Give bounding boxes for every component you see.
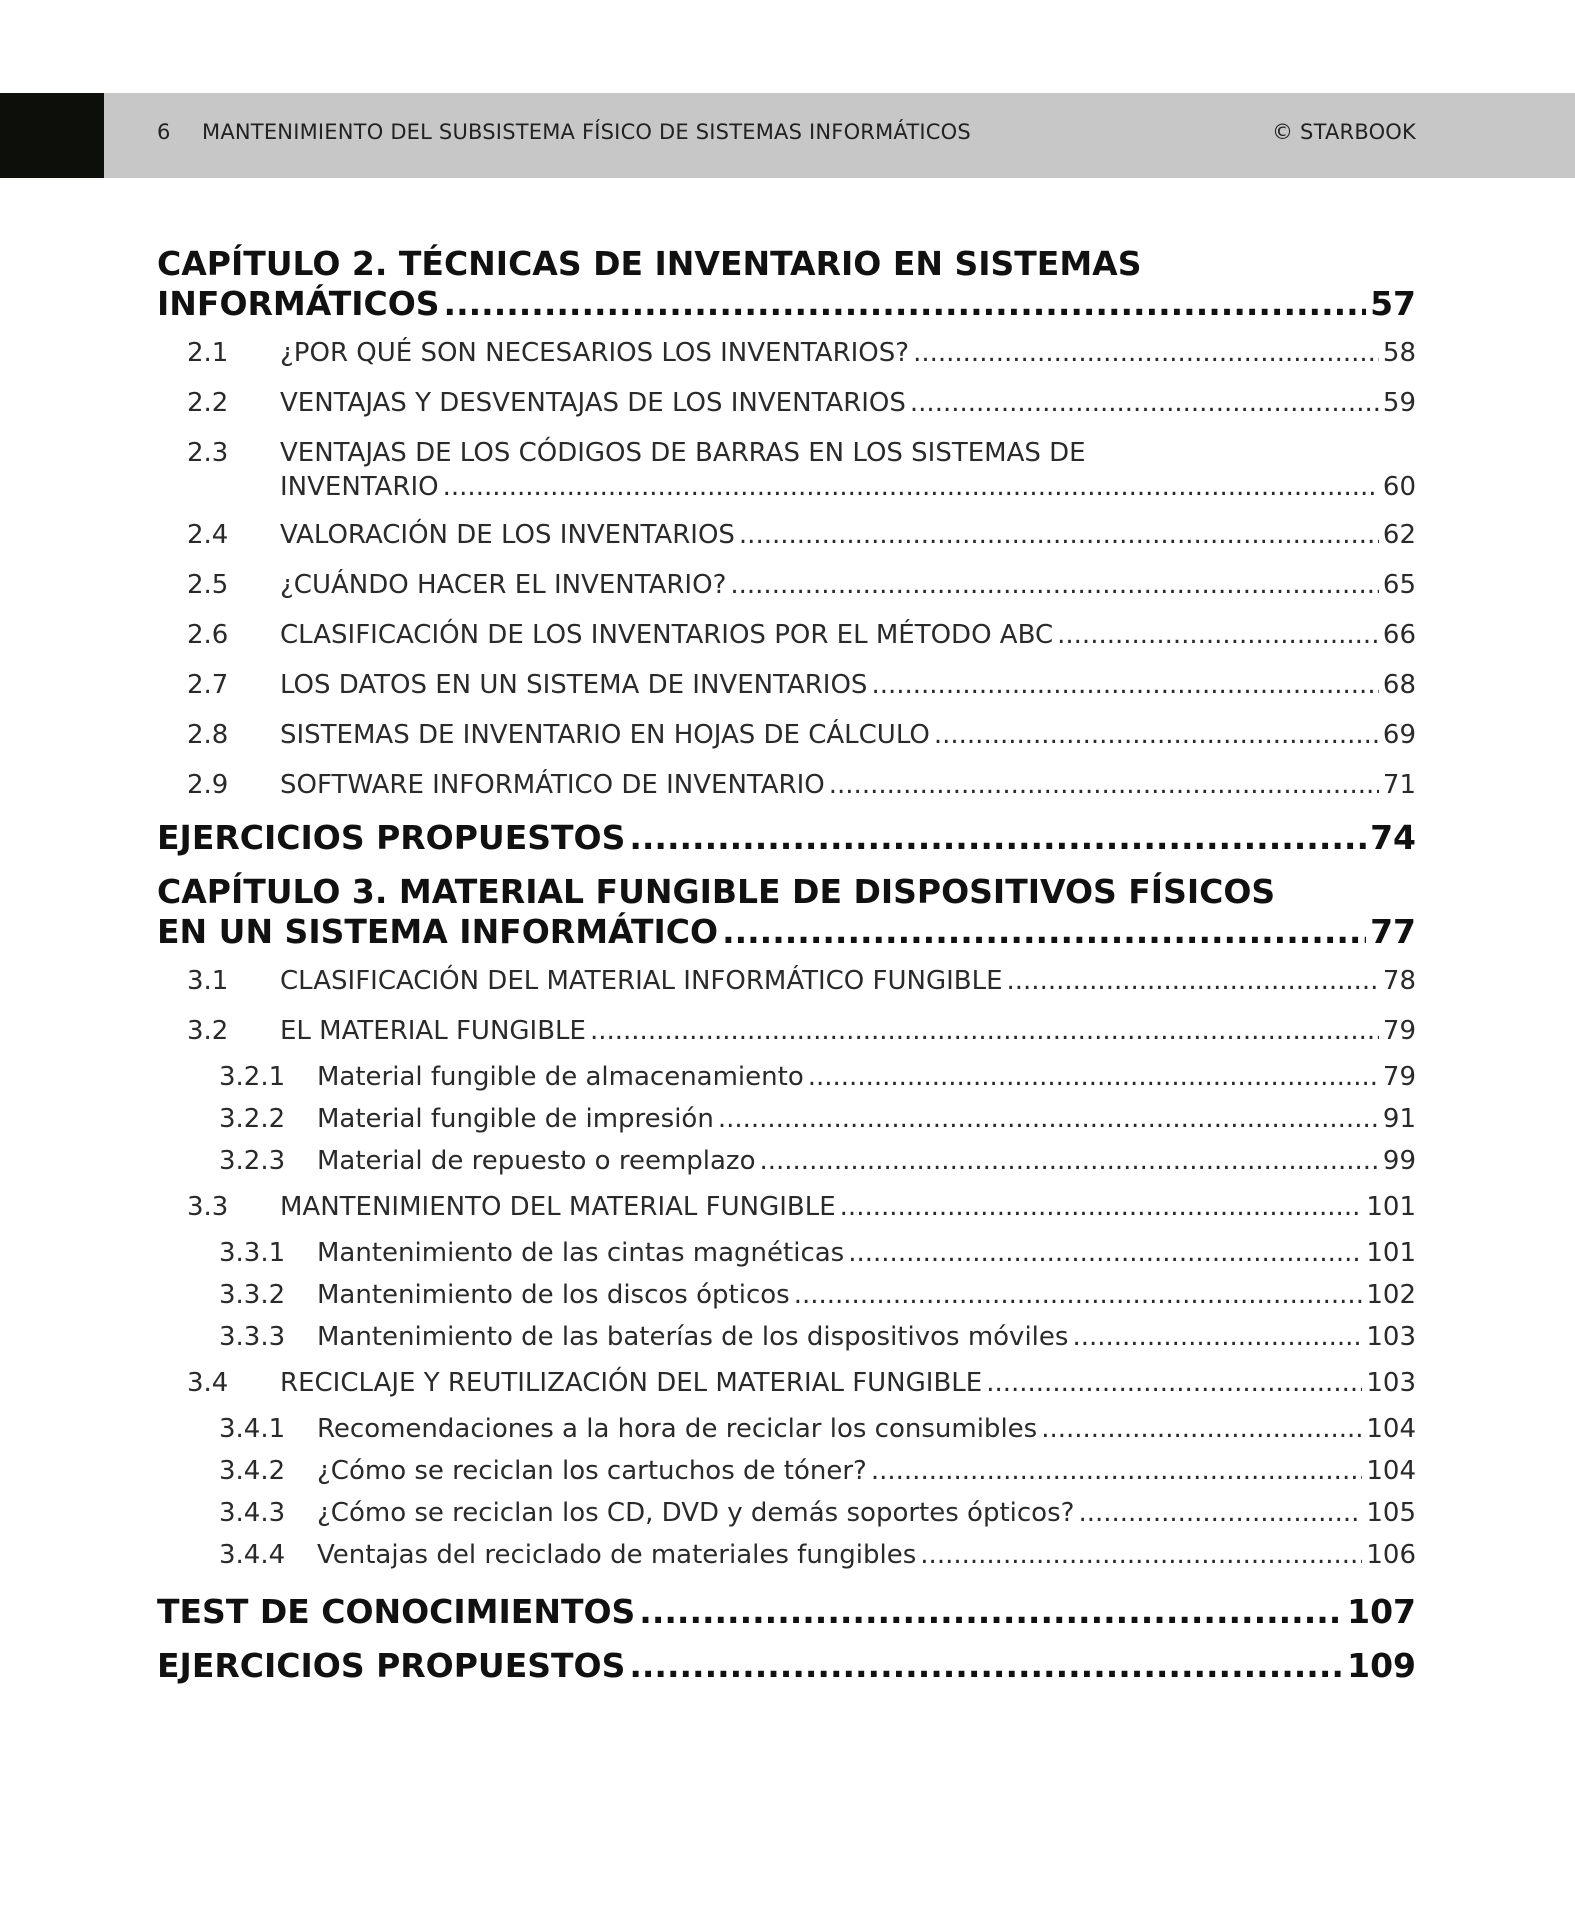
section-page: 103: [1366, 1368, 1416, 1398]
subsection-number: 3.3.3: [219, 1322, 286, 1352]
ejercicios-propuestos-heading-2[interactable]: [157, 1646, 1416, 1686]
test-conocimientos-heading[interactable]: [157, 1592, 1416, 1632]
chapter-2-title-line2: INFORMÁTICOS: [157, 284, 440, 323]
chapter-3-title-line2: EN UN SISTEMA INFORMÁTICO: [157, 912, 719, 951]
section-title-line2: INVENTARIO: [280, 472, 439, 502]
header-black-tab: [0, 93, 104, 178]
dot-leader: [444, 284, 1367, 324]
chapter-3-page: 77: [1370, 912, 1416, 951]
subsection-page: 101: [1366, 1238, 1416, 1268]
toc-entry-3-4-2[interactable]: [157, 1450, 1416, 1492]
subsection-number: 3.3.1: [219, 1238, 286, 1268]
section-title: SISTEMAS DE INVENTARIO EN HOJAS DE CÁLCULO: [280, 720, 930, 750]
ejercicios-title: EJERCICIOS PROPUESTOS: [157, 818, 626, 857]
dot-leader: [730, 560, 1379, 610]
section-page: 68: [1382, 670, 1416, 700]
subsection-page: 103: [1366, 1322, 1416, 1352]
test-page: 107: [1347, 1592, 1416, 1631]
section-page: 69: [1382, 720, 1416, 750]
toc-entry-3-1[interactable]: [157, 956, 1416, 1006]
header-publisher: © STARBOOK: [1271, 120, 1416, 144]
ejercicios-page: 74: [1370, 818, 1416, 857]
subsection-title: Material de repuesto o reemplazo: [317, 1146, 756, 1176]
subsection-page: 79: [1382, 1062, 1416, 1092]
subsection-page: 106: [1366, 1540, 1416, 1570]
section-number: 2.2: [187, 388, 229, 418]
chapter-2-heading[interactable]: [157, 244, 1416, 324]
section-page: 71: [1382, 770, 1416, 800]
toc-entry-2-4[interactable]: [157, 510, 1416, 560]
toc-entry-2-7[interactable]: [157, 660, 1416, 710]
toc-entry-2-6[interactable]: [157, 610, 1416, 660]
subsection-number: 3.2.3: [219, 1146, 286, 1176]
dot-leader: [913, 328, 1379, 378]
toc-entry-3-4-4[interactable]: [157, 1534, 1416, 1576]
running-header: [0, 93, 1575, 178]
subsection-title: Mantenimiento de las cintas magnéticas: [317, 1238, 845, 1268]
toc-entry-2-2[interactable]: [157, 378, 1416, 428]
dot-leader: [590, 1006, 1379, 1056]
subsection-title: ¿Cómo se reciclan los CD, DVD y demás soportes ópticos?: [317, 1498, 1075, 1528]
subsection-number: 3.4.2: [219, 1456, 286, 1486]
section-page: 79: [1382, 1016, 1416, 1046]
section-number: 3.3: [187, 1192, 229, 1222]
section-title: ¿CUÁNDO HACER EL INVENTARIO?: [280, 570, 727, 600]
dot-leader: [759, 1140, 1378, 1182]
toc-entry-3-2-3[interactable]: [157, 1140, 1416, 1182]
dot-leader: [808, 1056, 1379, 1098]
section-number: 3.1: [187, 966, 229, 996]
section-number: 2.5: [187, 570, 229, 600]
section-number: 2.9: [187, 770, 229, 800]
subsection-title: Recomendaciones a la hora de reciclar los consumibles: [317, 1414, 1038, 1444]
table-of-contents: [157, 244, 1416, 1700]
dot-leader: [443, 470, 1379, 504]
toc-entry-2-1[interactable]: [157, 328, 1416, 378]
section-page: 78: [1382, 966, 1416, 996]
dot-leader: [629, 1646, 1343, 1686]
subsection-title: Material fungible de almacenamiento: [317, 1062, 804, 1092]
section-title-line1: VENTAJAS DE LOS CÓDIGOS DE BARRAS EN LOS SISTEMAS DE: [280, 438, 1086, 468]
section-title: CLASIFICACIÓN DE LOS INVENTARIOS POR EL MÉTODO ABC: [280, 620, 1054, 650]
toc-entry-3-2[interactable]: [157, 1006, 1416, 1056]
subsection-number: 3.4.4: [219, 1540, 286, 1570]
toc-entry-3-4[interactable]: [157, 1358, 1416, 1408]
section-title: VALORACIÓN DE LOS INVENTARIOS: [280, 520, 735, 550]
section-title: SOFTWARE INFORMÁTICO DE INVENTARIO: [280, 770, 825, 800]
section-page: 58: [1382, 338, 1416, 368]
subsection-title: Mantenimiento de las baterías de los dispositivos móviles: [317, 1322, 1069, 1352]
subsection-number: 3.2.1: [219, 1062, 286, 1092]
section-number: 2.6: [187, 620, 229, 650]
section-page: 60: [1382, 472, 1416, 502]
subsection-number: 3.4.1: [219, 1414, 286, 1444]
ejercicios-propuestos-heading-1[interactable]: [157, 818, 1416, 858]
toc-entry-3-3-3[interactable]: [157, 1316, 1416, 1358]
section-title: VENTAJAS Y DESVENTAJAS DE LOS INVENTARIOS: [280, 388, 906, 418]
section-number: 3.4: [187, 1368, 229, 1398]
ejercicios-page: 109: [1347, 1646, 1416, 1685]
section-title: ¿POR QUÉ SON NECESARIOS LOS INVENTARIOS?: [280, 338, 910, 368]
subsection-page: 104: [1366, 1456, 1416, 1486]
section-title: EL MATERIAL FUNGIBLE: [280, 1016, 586, 1046]
chapter-2-title-line1: CAPÍTULO 2. TÉCNICAS DE INVENTARIO EN SISTEMAS: [157, 244, 1142, 283]
dot-leader: [840, 1182, 1363, 1232]
section-page: 65: [1382, 570, 1416, 600]
subsection-title: Ventajas del reciclado de materiales fungibles: [317, 1540, 917, 1570]
section-number: 2.7: [187, 670, 229, 700]
section-number: 2.8: [187, 720, 229, 750]
dot-leader: [629, 818, 1366, 858]
section-page: 66: [1382, 620, 1416, 650]
dot-leader: [1057, 610, 1379, 660]
chapter-3-title-line1: CAPÍTULO 3. MATERIAL FUNGIBLE DE DISPOSITIVOS FÍSICOS: [157, 872, 1276, 911]
toc-entry-3-3[interactable]: [157, 1182, 1416, 1232]
toc-entry-2-9[interactable]: [157, 760, 1416, 810]
dot-leader: [910, 378, 1379, 428]
toc-entry-3-3-1[interactable]: [157, 1232, 1416, 1274]
dot-leader: [739, 510, 1379, 560]
toc-entry-3-2-2[interactable]: [157, 1098, 1416, 1140]
subsection-page: 102: [1366, 1280, 1416, 1310]
dot-leader: [1078, 1492, 1362, 1534]
chapter-3-heading[interactable]: [157, 872, 1416, 952]
ejercicios-title: EJERCICIOS PROPUESTOS: [157, 1646, 626, 1685]
section-page: 101: [1366, 1192, 1416, 1222]
toc-entry-2-3[interactable]: [157, 428, 1416, 510]
section-title: CLASIFICACIÓN DEL MATERIAL INFORMÁTICO FUNGIBLE: [280, 966, 1003, 996]
dot-leader: [1007, 956, 1379, 1006]
dot-leader: [794, 1274, 1363, 1316]
toc-entry-2-5[interactable]: [157, 560, 1416, 610]
section-page: 59: [1382, 388, 1416, 418]
dot-leader: [871, 660, 1378, 710]
toc-entry-3-2-1[interactable]: [157, 1056, 1416, 1098]
dot-leader: [829, 760, 1379, 810]
section-title: RECICLAJE Y REUTILIZACIÓN DEL MATERIAL FUNGIBLE: [280, 1368, 983, 1398]
section-number: 2.4: [187, 520, 229, 550]
dot-leader: [722, 912, 1366, 952]
dot-leader: [639, 1592, 1343, 1632]
toc-entry-3-3-2[interactable]: [157, 1274, 1416, 1316]
dot-leader: [871, 1450, 1363, 1492]
dot-leader: [718, 1098, 1379, 1140]
dot-leader: [920, 1534, 1362, 1576]
dot-leader: [848, 1232, 1362, 1274]
toc-entry-3-4-3[interactable]: [157, 1492, 1416, 1534]
section-title: LOS DATOS EN UN SISTEMA DE INVENTARIOS: [280, 670, 868, 700]
toc-entry-2-8[interactable]: [157, 710, 1416, 760]
section-number: 2.3: [187, 438, 229, 468]
section-number: 3.2: [187, 1016, 229, 1046]
toc-entry-3-4-1[interactable]: [157, 1408, 1416, 1450]
chapter-2-page: 57: [1370, 284, 1416, 323]
subsection-number: 3.2.2: [219, 1104, 286, 1134]
subsection-number: 3.4.3: [219, 1498, 286, 1528]
subsection-page: 91: [1382, 1104, 1416, 1134]
subsection-title: Mantenimiento de los discos ópticos: [317, 1280, 790, 1310]
dot-leader: [986, 1358, 1362, 1408]
header-book-title: MANTENIMIENTO DEL SUBSISTEMA FÍSICO DE SISTEMAS INFORMÁTICOS: [202, 120, 971, 144]
subsection-title: ¿Cómo se reciclan los cartuchos de tóner?: [317, 1456, 867, 1486]
dot-leader: [934, 710, 1379, 760]
subsection-page: 104: [1366, 1414, 1416, 1444]
test-title: TEST DE CONOCIMIENTOS: [157, 1592, 636, 1631]
section-number: 2.1: [187, 338, 229, 368]
section-page: 62: [1382, 520, 1416, 550]
dot-leader: [1041, 1408, 1362, 1450]
subsection-page: 105: [1366, 1498, 1416, 1528]
subsection-number: 3.3.2: [219, 1280, 286, 1310]
section-title: MANTENIMIENTO DEL MATERIAL FUNGIBLE: [280, 1192, 836, 1222]
subsection-page: 99: [1382, 1146, 1416, 1176]
subsection-title: Material fungible de impresión: [317, 1104, 714, 1134]
dot-leader: [1072, 1316, 1362, 1358]
header-page-number: 6: [157, 120, 171, 144]
